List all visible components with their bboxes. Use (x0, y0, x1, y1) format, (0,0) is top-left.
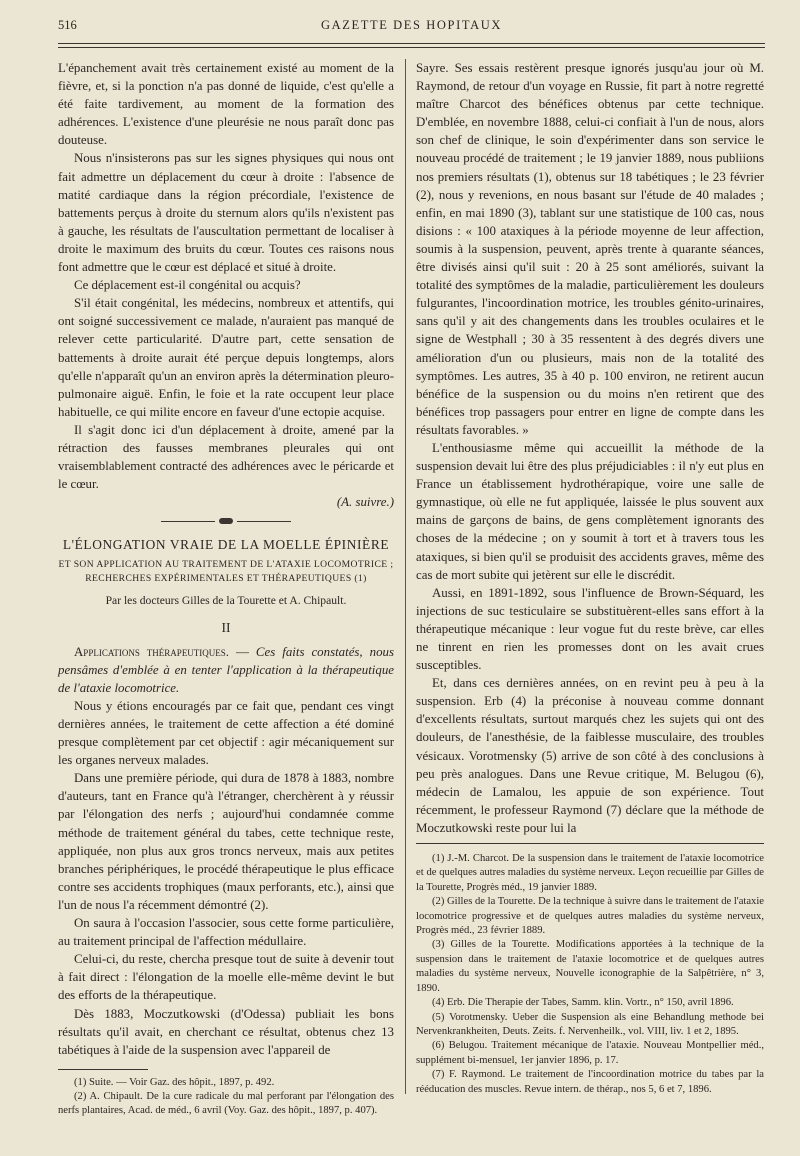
left-paragraph-2: Nous n'insisterons pas sur les signes physiques qui nous ont fait admettre un déplacement du cœur à droite : l'absence de matité cardiaque dans la région précordiale, l'existence de battements perçus à droite du sternum alors qu'ils n'existent pas à gauche, les résultats de l'auscultation permettant de localiser à droite le maximum des bruits du cœur. Toutes ces raisons nous font admettre que le cœur est déplacé et situé à droite. (58, 151, 394, 275)
right-footnote-5: (5) Vorotmensky. Ueber die Suspension als eine Behandlung methode bei Nervenkrankheiten, Deuts. Zeits. f. Nervenheilk., vol. VIII, liv. 1 et 2, 1895. (416, 1011, 764, 1037)
left-paragraph-5: Il s'agit donc ici d'un déplacement à droite, amené par la rétraction des fausses membranes pleurales qui ont vraisemblablement contracté des adhérences avec le péricarde et le cœur. (58, 422, 394, 492)
section-ornament (161, 517, 291, 526)
left-paragraph-1: L'épanchement avait très certainement existé au moment de la fièvre, et, si la ponction n'a pas donné de liquide, c'est qu'elle a été faite tardivement, au moment de la formation des adhérences. L'existence d'une pleurésie ne nous paraît donc pas douteuse. (58, 61, 394, 148)
left-paragraph-6 (58, 643, 394, 697)
left-paragraph-7: Nous y étions encouragés par ce fait que, pendant ces vingt dernières années, le traitement de cette affection a été dominé presque complètement par cet objectif : agir mécaniquement sur les organes nerveux malades. (58, 698, 394, 768)
journal-title: GAZETTE DES HOPITAUX (321, 18, 502, 32)
left-footnote-1: (1) Suite. — Voir Gaz. des hôpit., 1897, p. 492. (74, 1076, 275, 1088)
right-footnote-3: (3) Gilles de la Tourette. Modifications apportées à la technique de la suspension dans le traitement de l'ataxie locomotrice et de quelques autres maladies du système nerveux, Nouvelle iconographie de la Salpêtrière, n° 3, 1890. (416, 939, 764, 994)
article-part-number: II (221, 619, 231, 635)
right-footnote-2: (2) Gilles de la Tourette. De la technique à suivre dans le traitement de l'ataxie locomotrice progressive et de quelques autres maladies du système nerveux, Progrès méd., 23 février 1889. (416, 896, 764, 937)
article-authors: Par les docteurs Gilles de la Tourette et A. Chipault. (105, 594, 347, 608)
footnote-rule (416, 843, 764, 844)
left-paragraph-11: Dès 1883, Moczutkowski (d'Odessa) publiait les bons résultats qu'il avait, en cherchant ce résultat, obtenus chez 13 tabétiques à l'aide de la suspension avec l'appareil de (58, 1006, 394, 1057)
left-paragraph-3: Ce déplacement est-il congénital ou acquis? (74, 278, 301, 293)
section-lead: Applications thérapeutiques. — (74, 644, 249, 659)
page-number: 516 (58, 18, 77, 32)
left-paragraph-10: Celui-ci, du reste, chercha presque tout de suite à devenir tout à fait direct : l'élongation de la moelle elle-même devint le but des efforts de la thérapeutique. (58, 952, 394, 1003)
left-paragraph-4: S'il était congénital, les médecins, nombreux et attentifs, qui ont soigné successivement ce malade, n'auraient pas manqué de relever cette particularité. D'autre part, cette sensation de battements à droite aurait été perçue depuis longtemps, alors qu'elle n'apparaît qu'un an environ après la détermination pleuro-pulmonaire aiguë. Enfin, le foie et la rate occupent leur place habituelle, ce qui milite encore en faveur d'une ectopie acquise. (58, 296, 394, 419)
right-paragraph-2: L'enthousiasme même qui accueillit la méthode de la suspension devait lui être des plus préjudiciables : il n'y eut plus en France un établissement hydrothérapique, voire une salle de gymnastique, où elle ne fut appliquée, laissée le plus souvent aux mains de garçons de bains, de gens complètement ignorants des choses de la médecine ; on y soumit à tort et à travers tous les ataxiques, si bien qu'il se produisit des accidents graves, même des cas de mort subite qui jetèrent sur elle le discrédit. (416, 440, 764, 582)
header-rule (58, 43, 765, 48)
page-header (58, 12, 765, 34)
article-subtitle: ET SON APPLICATION AU TRAITEMENT DE L'ATAXIE LOCOMOTRICE ; RECHERCHES EXPÉRIMENTALES ET THÉRAPEUTIQUES (1) (58, 559, 394, 585)
article-title: L'ÉLONGATION VRAIE DE LA MOELLE ÉPINIÈRE (62, 537, 390, 553)
right-footnote-6: (6) Belugou. Traitement mécanique de l'ataxie. Nouveau Montpellier méd., supplément bi-mensuel, 1er janvier 1896, p. 17. (416, 1040, 764, 1066)
article-signature (58, 493, 394, 511)
right-footnote-7: (7) F. Raymond. Le traitement de l'incoordination motrice du tabes par la rééducation des muscles. Revue intern. de thérap., nos 5, 6 et 7, 1896. (416, 1069, 764, 1095)
footnote-rule (58, 1069, 148, 1070)
right-column (416, 59, 764, 1097)
right-footnote-1: (1) J.-M. Charcot. De la suspension dans le traitement de l'ataxie locomotrice et de quelques autres maladies du système nerveux. Leçon recueillie par Gilles de la Tourette, Progrès méd., 19 janvier 1889. (416, 853, 764, 893)
right-paragraph-4: Et, dans ces dernières années, on en revint peu à peu à la suspension. Erb (4) la préconise à nouveau comme donnant d'excellents résultats, surtout marqués chez les sujets qui ont des douleurs, de l'anesthésie, de la faiblesse musculaire, des troubles vésicaux. Vorotmensky (5) arrive de son côté à des conclusions à peu près analogues. Dans une Revue critique, M. Belugou (6), médecin de Lamalou, les appuie de son expérience. Tout récemment, le professeur Raymond (7) déclare que la méthode de Moczutkowski reste pour lui la (416, 676, 764, 835)
right-paragraph-1: Sayre. Ses essais restèrent presque ignorés jusqu'au jour où M. Raymond, de retour d'un voyage en Russie, fit part à notre regretté maître Charcot des bénéfices obtenus par cette technique. D'emblée, en novembre 1888, celui-ci confiait à l'un de nous, alors son chef de clinique, le soin d'expérimenter dans son service le nouveau procédé de traitement ; le 19 janvier 1889, nous publiions nos premiers résultats (1), obtenus sur 18 tabétiques ; le 23 février (2), nous y revenions, en nous basant sur l'étude de 40 malades ; enfin, en mai 1890 (3), tablant sur une statistique de 100 cas, nous disions : « 100 ataxiques à la période moyenne de leur affection, soumis à la suspension, peuvent, après trente à quarante séances, être divisés ainsi qu'il suit : 20 à 25 sont améliorés, suivant la totalité des symptômes de la maladie, particulièrement les douleurs fulgurantes, l'incoordination motrice, les troubles génito-urinaires, sans qu'il y ait des changements dans les troubles oculaires et le signe de Westphall ; 30 à 35 ressentent à des degrés divers une amélioration d'un ou plusieurs, mais non de la totalité des symptômes. Les autres, 35 à 40 p. 100 environ, ne retirent aucun bénéfice de la suspension ou du moins n'en retirent que des bénéfices trop passagers pour entrer en ligne de compte dans les résultats favorables. » (416, 61, 764, 437)
signature-text: (A. suivre.) (336, 495, 394, 510)
left-column (58, 59, 394, 1118)
left-paragraph-9: On saura à l'occasion l'associer, sous cette forme particulière, au traitement principal de l'affection médullaire. (58, 916, 394, 949)
left-paragraph-8: Dans une première période, qui dura de 1878 à 1883, nombre d'auteurs, tant en France qu'à l'étranger, cherchèrent à y réussir par l'élongation des nerfs ; aujourd'hui condamnée comme méthode de traitement général du tabes, cette technique reste, appliquée, non plus aux gros troncs nerveux, mais aux petites branches périphériques, le procédé thérapeutique le plus efficace contre ses accidents trophiques (maux perforants, etc.), ainsi que l'un de nous l'a récemment démontré (2). (58, 771, 394, 912)
column-divider (405, 59, 406, 1094)
right-footnote-4: (4) Erb. Die Therapie der Tabes, Samm. klin. Vortr., n° 150, avril 1896. (432, 997, 734, 1009)
left-footnote-2: (2) A. Chipault. De la cure radicale du mal perforant par l'élongation des nerfs plantaires, Acad. de méd., 6 avril (Voy. Gaz. des hôpit., 1897, p. 407). (58, 1090, 394, 1117)
right-paragraph-3: Aussi, en 1891-1892, sous l'influence de Brown-Séquard, les injections de suc testiculaire se substituèrent-elles sans effort à la thérapeutique mécanique : leur vogue fut du reste brève, car elles ne tinrent en rien les promesses dont on les avait crues susceptibles. (416, 585, 764, 673)
section-lead-italic: Ces faits constatés, nous pensâmes d'emblée à en tenter l'application à la thérapeutique de l'ataxie locomotrice. (58, 644, 394, 695)
